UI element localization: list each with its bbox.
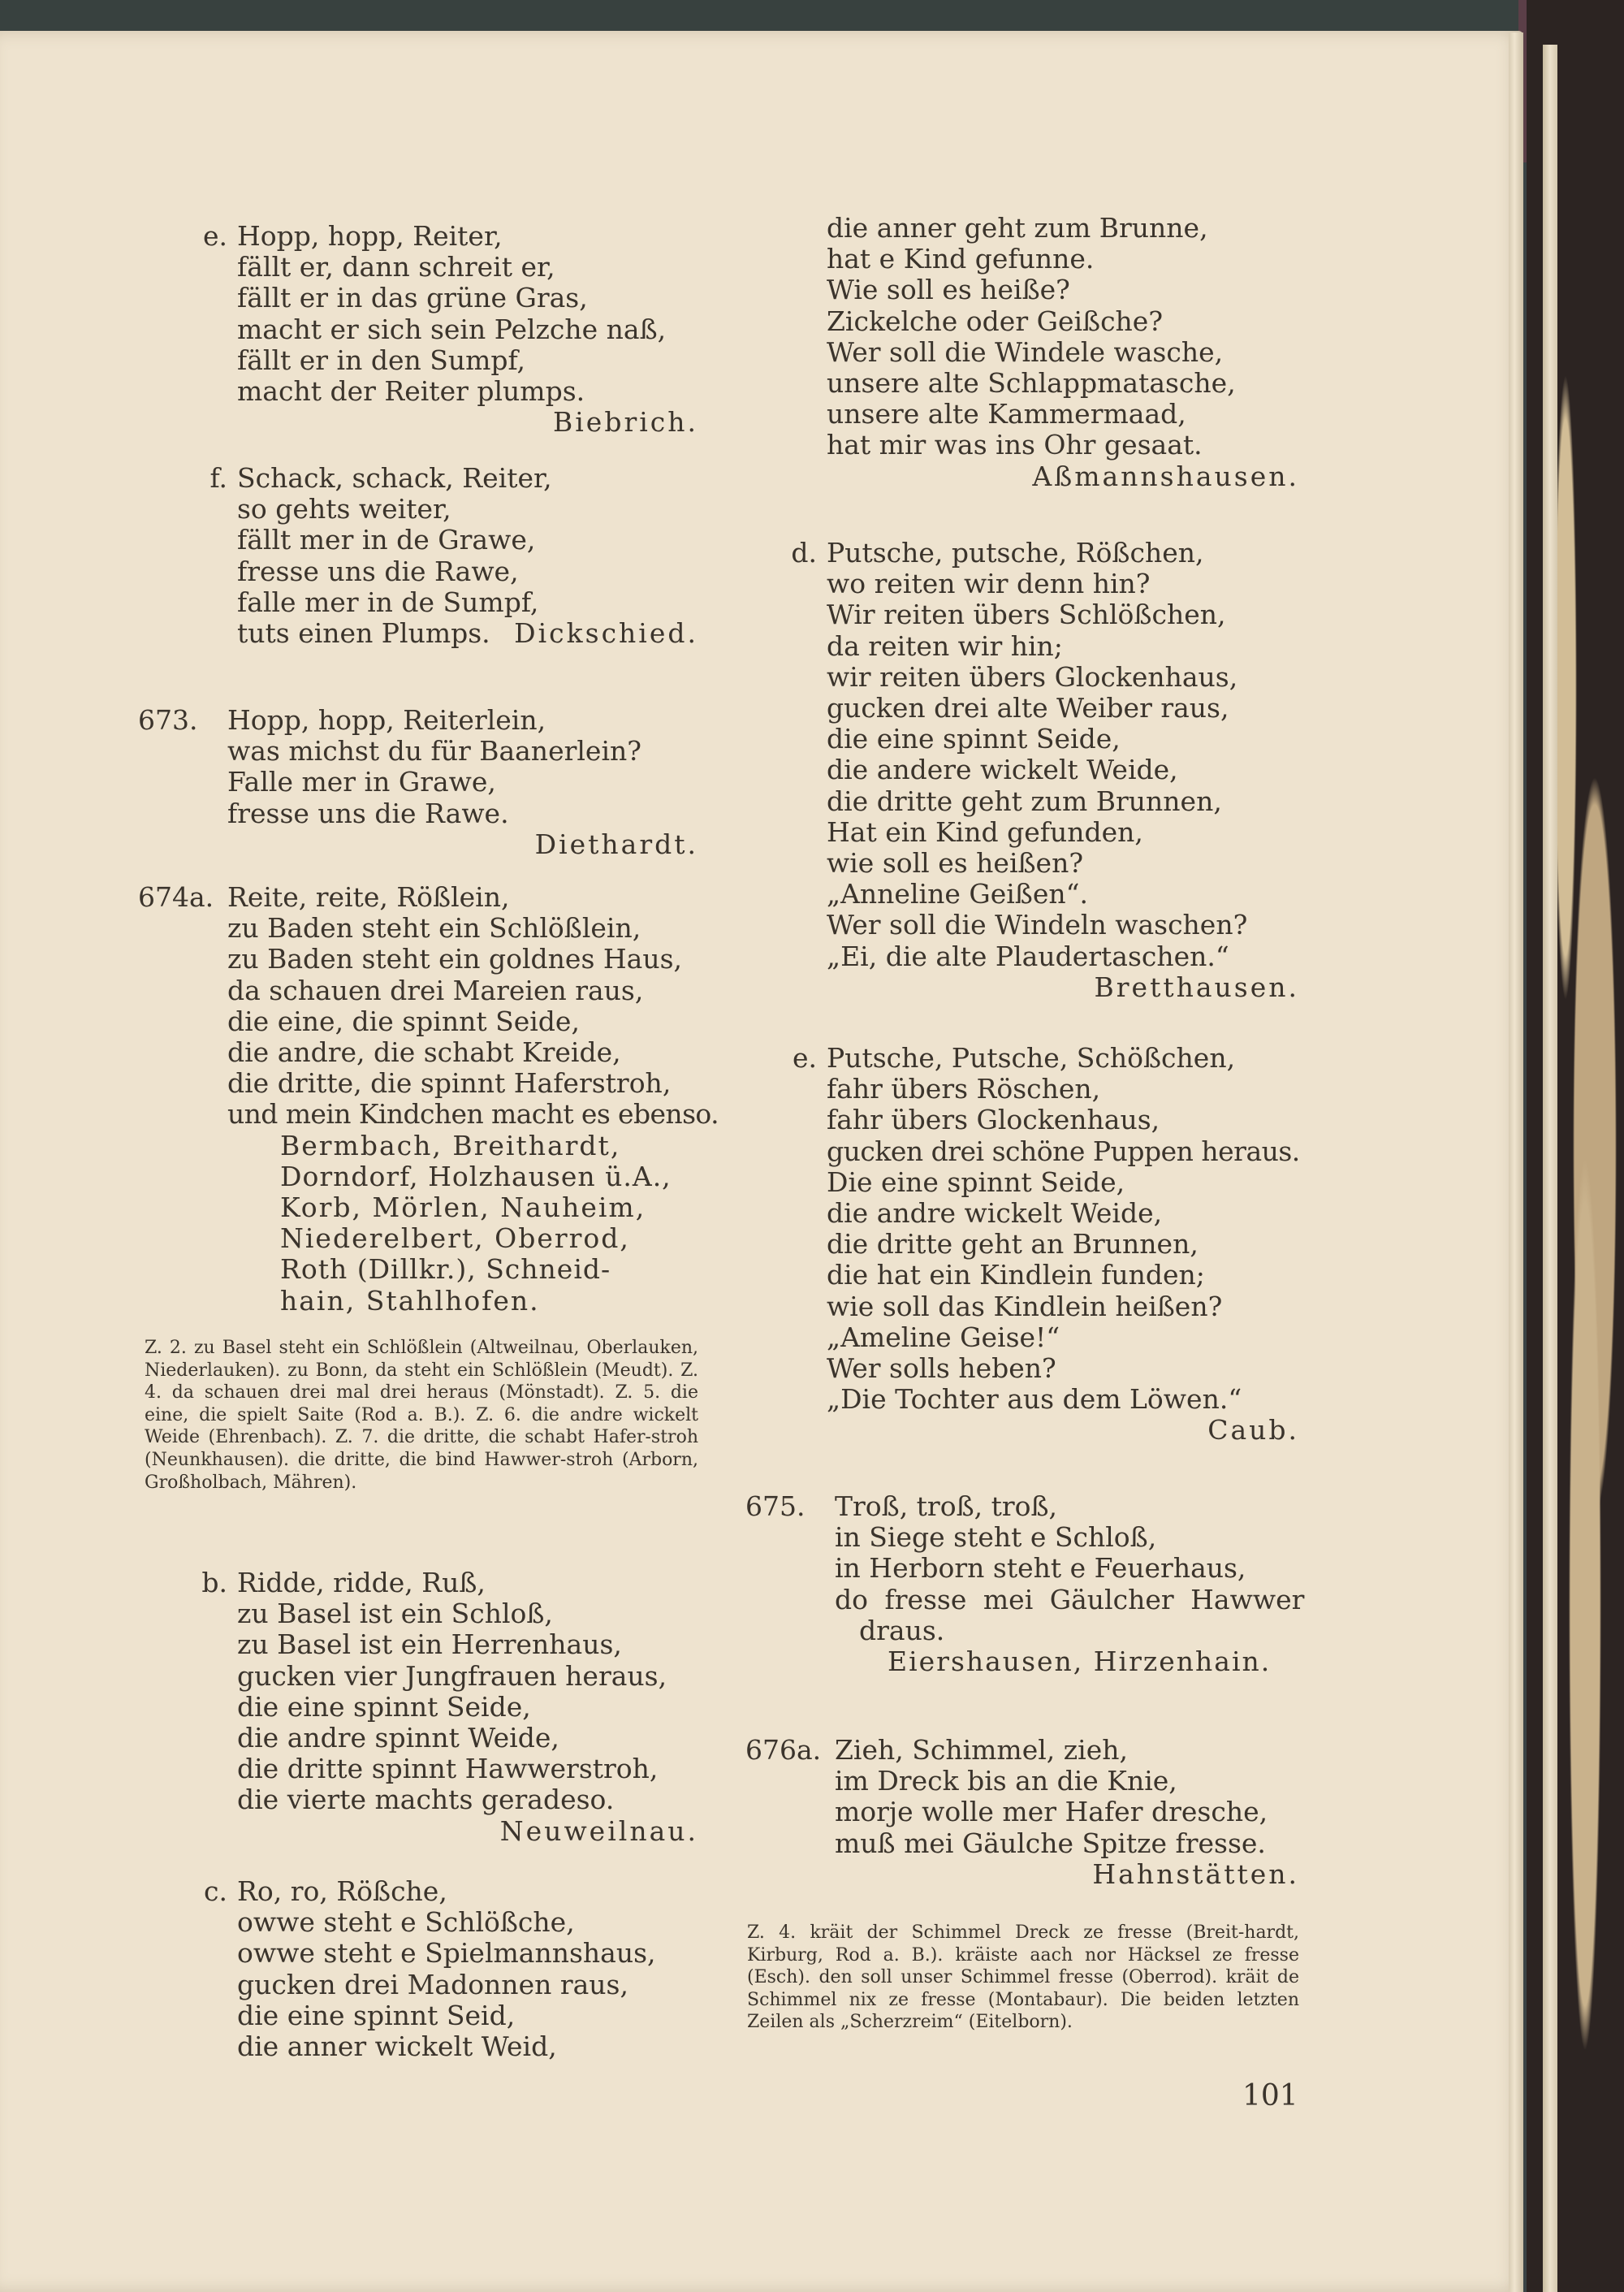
verse-line: gucken drei alte Weiber raus,	[827, 692, 1229, 724]
verse-c	[187, 1876, 698, 2062]
place-name: Hahnstätten.	[1092, 1857, 1299, 1890]
verse-line: die dritte geht zum Brunnen,	[827, 785, 1222, 817]
place-name: Caub.	[1207, 1414, 1299, 1447]
verse-line: Wer soll die Windeln waschen?	[827, 909, 1248, 941]
place-name: Neuweilnau.	[499, 1814, 698, 1847]
verse-line: owwe steht e Schlößche,	[237, 1906, 575, 1939]
verse-line: die andre wickelt Weide,	[827, 1197, 1163, 1230]
verse-line: Reite, reite, Rößlein,	[227, 881, 510, 913]
verse-line: wie soll das Kindlein heißen?	[827, 1290, 1223, 1322]
verse-line: die hat ein Kindlein funden;	[827, 1259, 1205, 1291]
verse-line: fahr übers Glockenhaus,	[827, 1104, 1160, 1136]
verse-e-biebrich	[187, 221, 698, 438]
page-number: 101	[1242, 2079, 1298, 2113]
verse-line: zu Baden steht ein Schlößlein,	[227, 912, 641, 945]
verse-line: gucken drei Madonnen raus,	[237, 1968, 628, 2000]
verse-line: die eine spinnt Seid,	[237, 1999, 516, 2031]
verse-line: hat mir was ins Ohr gesaat.	[827, 429, 1203, 461]
verse-line: „Die Tochter aus dem Löwen.“	[827, 1383, 1242, 1416]
verse-line: fällt er, dann schreit er,	[237, 251, 555, 283]
verse-675	[745, 1490, 1305, 1678]
verse-line: Hopp, hopp, Reiter,	[237, 220, 503, 252]
verse-line: „Ei, die alte Plaudertaschen.“	[827, 940, 1229, 972]
verse-line: Zieh, Schimmel, zieh,	[835, 1734, 1129, 1766]
verse-number: 673.	[138, 704, 198, 736]
verse-label: e.	[792, 1042, 817, 1074]
footnote-674a: Z. 2. zu Basel steht ein Schlößlein (Altweilnau, Oberlauken, Niederlauken). zu Bonn, da steht ein Schlößlein (Meudt). Z. 4. da schauen drei mal drei heraus (Mönstadt). Z. 5. die eine, die spielt Saite (Rod a. B.). Z. 6. die andre wickelt Weide (Ehrenbach). Z. 7. die dritte, die schabt Hafer-stroh (Neunkhausen). die dritte, die bind Hawwer-stroh (Arborn, Großholbach, Mähren).	[145, 1338, 698, 1493]
page-edge	[1509, 32, 1523, 2292]
place-name: Bermbach, Breithardt,	[280, 1129, 621, 1161]
place-name: Biebrich.	[552, 406, 698, 439]
verse-line: Wer soll die Windele wasche,	[827, 335, 1224, 368]
verse-line: gucken vier Jungfrauen heraus,	[237, 1659, 667, 1692]
page-edge	[1543, 45, 1557, 2292]
verse-line: und mein Kindchen macht es ebenso.	[227, 1098, 719, 1131]
verse-676a	[745, 1735, 1299, 1890]
verse-line: fahr übers Röschen,	[827, 1073, 1101, 1105]
verse-line: „Ameline Geise!“	[827, 1321, 1060, 1353]
verse-line: falle mer in de Sumpf,	[237, 586, 539, 618]
verse-line: gucken drei schöne Puppen heraus.	[827, 1135, 1300, 1167]
verse-line: Falle mer in Grawe,	[227, 766, 496, 798]
place-name: Bretthausen.	[1094, 971, 1299, 1003]
verse-line: unsere alte Schlappmatasche,	[827, 367, 1236, 400]
verse-line: die eine, die spinnt Seide,	[227, 1005, 580, 1037]
verse-line: Wie soll es heiße?	[827, 274, 1070, 306]
verse-number: 676a.	[745, 1734, 822, 1766]
verse-line: Schack, schack, Reiter,	[237, 462, 552, 494]
verse-line: die dritte geht an Brunnen,	[827, 1228, 1199, 1261]
verse-line: Putsche, putsche, Rößchen,	[827, 537, 1204, 569]
verse-line: fresse uns die Rawe.	[227, 797, 509, 829]
verse-line: Zickelche oder Geißche?	[827, 305, 1164, 337]
verse-line: in Herborn steht e Feuerhaus,	[835, 1552, 1246, 1585]
verse-f-dickschied	[187, 463, 698, 649]
verse-line: zu Basel ist ein Schloß,	[237, 1598, 553, 1630]
verse-line: morje wolle mer Hafer dresche,	[835, 1796, 1268, 1828]
verse-label: c.	[204, 1875, 227, 1907]
verse-line: die dritte, die spinnt Haferstroh,	[227, 1067, 672, 1100]
verse-line: draus.	[859, 1614, 945, 1646]
verse-line: die vierte machts geradeso.	[237, 1784, 615, 1816]
footnote-676a: Z. 4. kräit der Schimmel Dreck ze fresse (Breit-hardt, Kirburg, Rod a. B.). kräiste aach nor Häcksel ze fresse (Esch). den soll unser Schimmel fresse (Oberrod). kräit de Schimmel nix ze fresse (Montabaur). Die beiden letzten Zeilen als „Scherzreim“ (Eitelborn).	[747, 1922, 1299, 2033]
verse-673	[138, 705, 698, 860]
verse-line: Wer solls heben?	[827, 1352, 1056, 1385]
verse-line: im Dreck bis an die Knie,	[835, 1765, 1177, 1797]
verse-line: was michst du für Baanerlein?	[227, 735, 641, 768]
verse-line: Wir reiten übers Schlößchen,	[827, 599, 1226, 631]
verse-line: muß mei Gäulche Spitze fresse.	[835, 1827, 1266, 1859]
verse-line: die anner wickelt Weid,	[237, 2030, 557, 2063]
verse-line: zu Basel ist ein Herrenhaus,	[237, 1628, 622, 1661]
verse-line: do fresse mei Gäulcher Hawwer	[835, 1583, 1305, 1615]
verse-d-bretthausen	[780, 538, 1299, 1003]
place-name: hain, Stahlhofen.	[280, 1284, 540, 1317]
verse-674a	[138, 881, 719, 1317]
verse-line: die dritte spinnt Hawwerstroh,	[237, 1753, 659, 1785]
verse-line: macht der Reiter plumps.	[237, 375, 585, 408]
place-name: Dorndorf, Holzhausen ü.A.,	[280, 1160, 672, 1192]
verse-line: hat e Kind gefunne.	[827, 243, 1095, 275]
verse-line: fällt mer in de Grawe,	[237, 524, 536, 556]
verse-line: Troß, troß, troß,	[835, 1490, 1058, 1522]
verse-number: 675.	[745, 1490, 806, 1522]
verse-line: so gehts weiter,	[237, 493, 451, 525]
verse-c-continued	[827, 213, 1299, 492]
verse-line: die andere wickelt Weide,	[827, 754, 1178, 786]
place-name: Eiershausen, Hirzenhain.	[888, 1645, 1272, 1678]
place-name: Dickschied.	[514, 617, 698, 650]
verse-line: die andre, die schabt Kreide,	[227, 1036, 621, 1069]
verse-line: wie soll es heißen?	[827, 847, 1084, 880]
verse-line: Die eine spinnt Seide,	[827, 1165, 1125, 1198]
verse-line: macht er sich sein Pelzche naß,	[237, 313, 667, 345]
verse-b-neuweilnau	[187, 1568, 698, 1847]
place-name: Korb, Mörlen, Nauheim,	[280, 1191, 646, 1224]
verse-line: unsere alte Kammermaad,	[827, 398, 1186, 430]
verse-line: die eine spinnt Seide,	[827, 723, 1121, 755]
verse-line: die eine spinnt Seide,	[237, 1690, 531, 1723]
verse-line: da reiten wir hin;	[827, 629, 1063, 662]
verse-label: e.	[202, 220, 227, 252]
verse-line: wo reiten wir denn hin?	[827, 568, 1151, 600]
verse-line: Putsche, Putsche, Schößchen,	[827, 1042, 1236, 1074]
verse-line: fresse uns die Rawe,	[237, 555, 519, 587]
verse-number: 674a.	[138, 881, 214, 913]
verse-line: die andre spinnt Weide,	[237, 1722, 559, 1754]
verse-e-caub	[780, 1043, 1299, 1447]
verse-line: in Siege steht e Schloß,	[835, 1521, 1157, 1554]
verse-line: „Anneline Geißen“.	[827, 878, 1088, 910]
verse-line: wir reiten übers Glockenhaus,	[827, 660, 1238, 693]
verse-line: Hat ein Kind gefunden,	[827, 815, 1143, 848]
verse-line: fällt er in das grüne Gras,	[237, 282, 588, 314]
verse-line: Ro, ro, Rößche,	[237, 1875, 447, 1907]
verse-line: die anner geht zum Brunne,	[827, 212, 1208, 244]
verse-line: zu Baden steht ein goldnes Haus,	[227, 943, 683, 975]
verse-line: owwe steht e Spielmannshaus,	[237, 1937, 656, 1970]
verse-line: Hopp, hopp, Reiterlein,	[227, 704, 546, 736]
verse-label: b.	[201, 1567, 227, 1598]
verse-line: fällt er in den Sumpf,	[237, 344, 526, 376]
book-cover-edge	[1527, 0, 1624, 2292]
place-name: Roth (Dillkr.), Schneid-	[280, 1253, 611, 1286]
place-name: Niederelbert, Oberrod,	[280, 1222, 630, 1255]
place-name: Diethardt.	[534, 828, 698, 860]
verse-label: d.	[791, 537, 817, 569]
verse-line: tuts einen Plumps.	[237, 617, 490, 650]
verse-label: f.	[209, 462, 227, 494]
verse-line: da schauen drei Mareien raus,	[227, 974, 644, 1006]
place-name: Aßmannshausen.	[1032, 460, 1299, 492]
verse-line: Ridde, ridde, Ruß,	[237, 1567, 486, 1598]
